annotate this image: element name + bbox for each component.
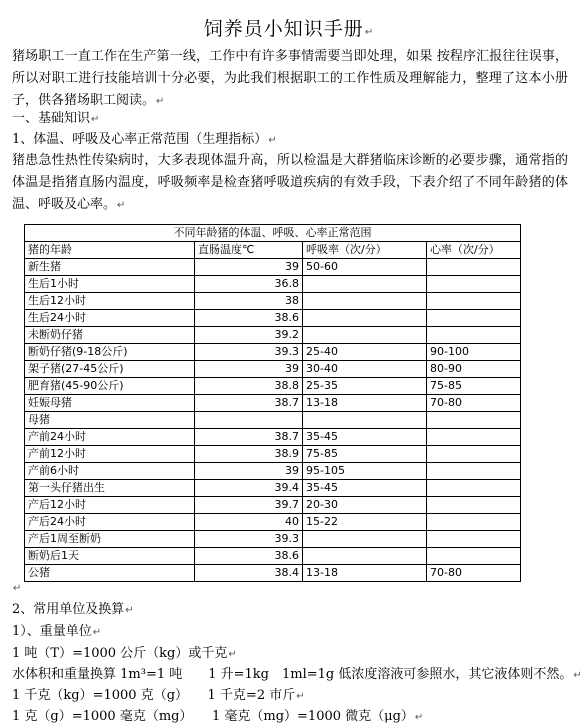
subsection-heading-vitals: 1、体温、呼吸及心率正常范围（生理指标）↵	[12, 132, 277, 147]
cell-heart-rate	[427, 429, 521, 446]
cell-age: 架子猪(27-45公斤)	[25, 361, 195, 378]
cell-age: 新生猪	[25, 259, 195, 276]
cell-temperature	[195, 412, 303, 429]
table-row	[25, 276, 521, 293]
cell-age: 肥育猪(45-90公斤)	[25, 378, 195, 395]
cell-heart-rate	[427, 259, 521, 276]
table-body	[25, 259, 521, 582]
cell-age: 生后1小时	[25, 276, 195, 293]
cell-temperature: 38.6	[195, 310, 303, 327]
cell-age: 妊娠母猪	[25, 395, 195, 412]
table-row	[25, 395, 521, 412]
cell-temperature: 39.3	[195, 344, 303, 361]
table-row	[25, 327, 521, 344]
cell-age: 生后24小时	[25, 310, 195, 327]
vitals-paragraph: 猪患急性热性传染病时，大多表现体温升高，所以检温是大群猪临床诊断的必要步骤，通常指的体温是指猪直肠内温度，呼吸频率是检查猪呼吸道疾病的有效手段，下表介绍了不同年龄猪的体温、呼吸及心率。↵	[12, 153, 568, 212]
cell-respiration: 15-22	[303, 514, 427, 531]
cell-heart-rate: 80-90	[427, 361, 521, 378]
cell-respiration: 25-40	[303, 344, 427, 361]
cell-heart-rate: 75-85	[427, 378, 521, 395]
cell-respiration	[303, 412, 427, 429]
document-title: 饲养员小知识手册↵	[203, 18, 375, 40]
cell-heart-rate	[427, 548, 521, 565]
table-row	[25, 293, 521, 310]
cell-respiration	[303, 327, 427, 344]
cell-temperature: 39.4	[195, 480, 303, 497]
cell-heart-rate	[427, 412, 521, 429]
cell-temperature: 38.4	[195, 565, 303, 582]
cell-heart-rate	[427, 310, 521, 327]
intro-paragraph: 猪场职工一直工作在生产第一线，工作中有许多事情需要当即处理，如果 按程序汇报往往误事，所以对职工进行技能培训十分必要，为此我们根据职工的工作性质及理解能力，整理了这本小册子，供各猪场职工阅读。↵	[12, 49, 568, 108]
table-row	[25, 259, 521, 276]
cell-age: 产前6小时	[25, 463, 195, 480]
cell-heart-rate	[427, 293, 521, 310]
cell-heart-rate	[427, 514, 521, 531]
conversion-line-water: 水体积和重量换算 1m³=1 吨 1 升=1kg 1ml=1g 低浓度溶液可参照水，其它液体则不然。↵	[12, 667, 582, 682]
cell-temperature: 39.3	[195, 531, 303, 548]
subsection-heading-weight: 1）、重量单位↵	[12, 624, 102, 639]
header-heart-rate: 心率（次/分）	[427, 242, 521, 259]
table-row	[25, 361, 521, 378]
section-heading-basic: 一、基础知识↵	[12, 111, 100, 126]
cell-respiration	[303, 276, 427, 293]
cell-age: 产后12小时	[25, 497, 195, 514]
table-row	[25, 344, 521, 361]
table-row	[25, 531, 521, 548]
table-row	[25, 310, 521, 327]
table-row	[25, 463, 521, 480]
table-header-row	[25, 242, 521, 259]
cell-respiration: 35-45	[303, 429, 427, 446]
subsection-heading-units: 2、常用单位及换算↵	[12, 602, 134, 617]
cell-age: 母猪	[25, 412, 195, 429]
cell-temperature: 39	[195, 361, 303, 378]
cell-heart-rate	[427, 480, 521, 497]
table-row	[25, 497, 521, 514]
table-row	[25, 446, 521, 463]
cell-temperature: 38.7	[195, 395, 303, 412]
cell-respiration: 50-60	[303, 259, 427, 276]
table-caption: 不同年龄猪的体温、呼吸、心率正常范围	[25, 225, 521, 242]
cell-heart-rate: 70-80	[427, 565, 521, 582]
cell-respiration	[303, 310, 427, 327]
cell-heart-rate	[427, 497, 521, 514]
cell-temperature: 40	[195, 514, 303, 531]
cell-heart-rate: 70-80	[427, 395, 521, 412]
cell-respiration: 30-40	[303, 361, 427, 378]
cell-respiration	[303, 293, 427, 310]
conversion-line-ton: 1 吨（T）=1000 公斤（kg）或千克↵	[12, 646, 237, 661]
cell-temperature: 39	[195, 463, 303, 480]
cell-respiration	[303, 531, 427, 548]
cell-age: 断奶后1天	[25, 548, 195, 565]
cell-respiration: 95-105	[303, 463, 427, 480]
cell-respiration: 25-35	[303, 378, 427, 395]
cell-respiration: 20-30	[303, 497, 427, 514]
cell-heart-rate	[427, 327, 521, 344]
cell-heart-rate	[427, 446, 521, 463]
table-row	[25, 514, 521, 531]
cell-heart-rate	[427, 463, 521, 480]
conversion-line-kg: 1 千克（kg）=1000 克（g） 1 千克=2 市斤↵	[12, 688, 305, 703]
cell-respiration: 75-85	[303, 446, 427, 463]
cell-temperature: 38.8	[195, 378, 303, 395]
cell-age: 产后24小时	[25, 514, 195, 531]
cell-age: 产前24小时	[25, 429, 195, 446]
table-row	[25, 480, 521, 497]
header-age: 猪的年龄	[25, 242, 195, 259]
cell-age: 生后12小时	[25, 293, 195, 310]
cell-respiration	[303, 548, 427, 565]
cell-age: 公猪	[25, 565, 195, 582]
cell-temperature: 38.7	[195, 429, 303, 446]
cell-age: 未断奶仔猪	[25, 327, 195, 344]
cell-heart-rate	[427, 531, 521, 548]
cell-heart-rate	[427, 276, 521, 293]
table-row	[25, 548, 521, 565]
table-row	[25, 378, 521, 395]
cell-respiration: 13-18	[303, 565, 427, 582]
cell-age: 第一头仔猪出生	[25, 480, 195, 497]
cell-temperature: 39.7	[195, 497, 303, 514]
table-row	[25, 429, 521, 446]
conversion-line-gram: 1 克（g）=1000 毫克（mg） 1 毫克（mg）=1000 微克（μg）↵	[12, 709, 424, 724]
cell-age: 产后1周至断奶	[25, 531, 195, 548]
cell-temperature: 38.6	[195, 548, 303, 565]
empty-paragraph-mark: ↵	[13, 583, 22, 594]
cell-respiration: 35-45	[303, 480, 427, 497]
header-respiration: 呼吸率（次/分）	[303, 242, 427, 259]
cell-age: 断奶仔猪(9-18公斤)	[25, 344, 195, 361]
cell-heart-rate: 90-100	[427, 344, 521, 361]
cell-temperature: 36.8	[195, 276, 303, 293]
cell-temperature: 39.2	[195, 327, 303, 344]
header-temperature: 直肠温度℃	[195, 242, 303, 259]
vitals-table	[24, 224, 521, 582]
cell-temperature: 38.9	[195, 446, 303, 463]
table-row	[25, 412, 521, 429]
cell-temperature: 39	[195, 259, 303, 276]
table-row	[25, 565, 521, 582]
cell-temperature: 38	[195, 293, 303, 310]
cell-age: 产前12小时	[25, 446, 195, 463]
cell-respiration: 13-18	[303, 395, 427, 412]
